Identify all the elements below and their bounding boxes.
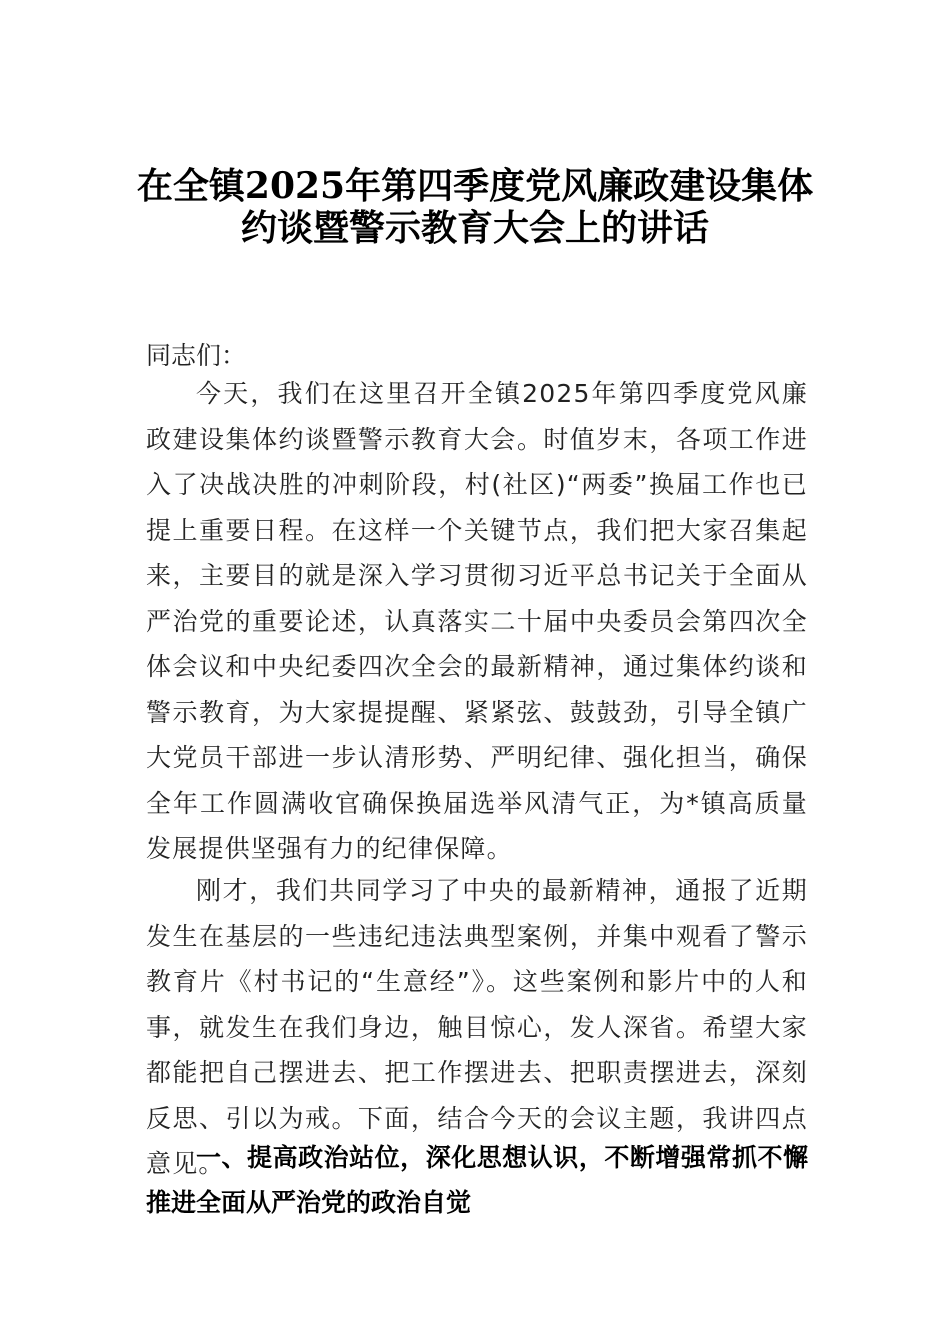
document-title-line-1: 在全镇2025年第四季度党风廉政建设集体 xyxy=(136,165,814,207)
paragraph-opening: 今天，我们在这里召开全镇2025年第四季度党风廉政建设集体约谈暨警示教育大会。时值岁末，各项工作进入了决战决胜的冲刺阶段，村(社区)“两委”换届工作也已提上重要日程。在这样一个关键节点，我们把大家召集起来，主要目的就是深入学习贯彻习近平总书记关于全面从严治党的重要论述，认真落实二十届中央委员会第四次全体会议和中央纪委四次全会的最新精神，通过集体约谈和警示教育，为大家提提醒、紧紧弦、鼓鼓劲，引导全镇广大党员干部进一步认清形势、严明纪律、强化担当，确保全年工作圆满收官确保换届选举风清气正，为*镇高质量发展提供坚强有力的纪律保障。 xyxy=(146,379,808,863)
salutation: 同志们： xyxy=(146,341,247,370)
paragraph-review: 刚才，我们共同学习了中央的最新精神，通报了近期发生在基层的一些违纪违法典型案例，并集中观看了警示教育片《村书记的“生意经”》。这些案例和影片中的人和事，就发生在我们身边，触目惊心，发人深省。希望大家都能把自己摆进去、把工作摆进去、把职责摆进去，深刻反思、引以为戒。下面，结合今天的会议主题，我讲四点意见。 xyxy=(146,876,808,1178)
document-title-line-2: 约谈暨警示教育大会上的讲话 xyxy=(240,207,709,249)
section-heading-1: 一、提高政治站位，深化思想认识，不断增强常抓不懈推进全面从严治党的政治自觉 xyxy=(146,1143,808,1217)
